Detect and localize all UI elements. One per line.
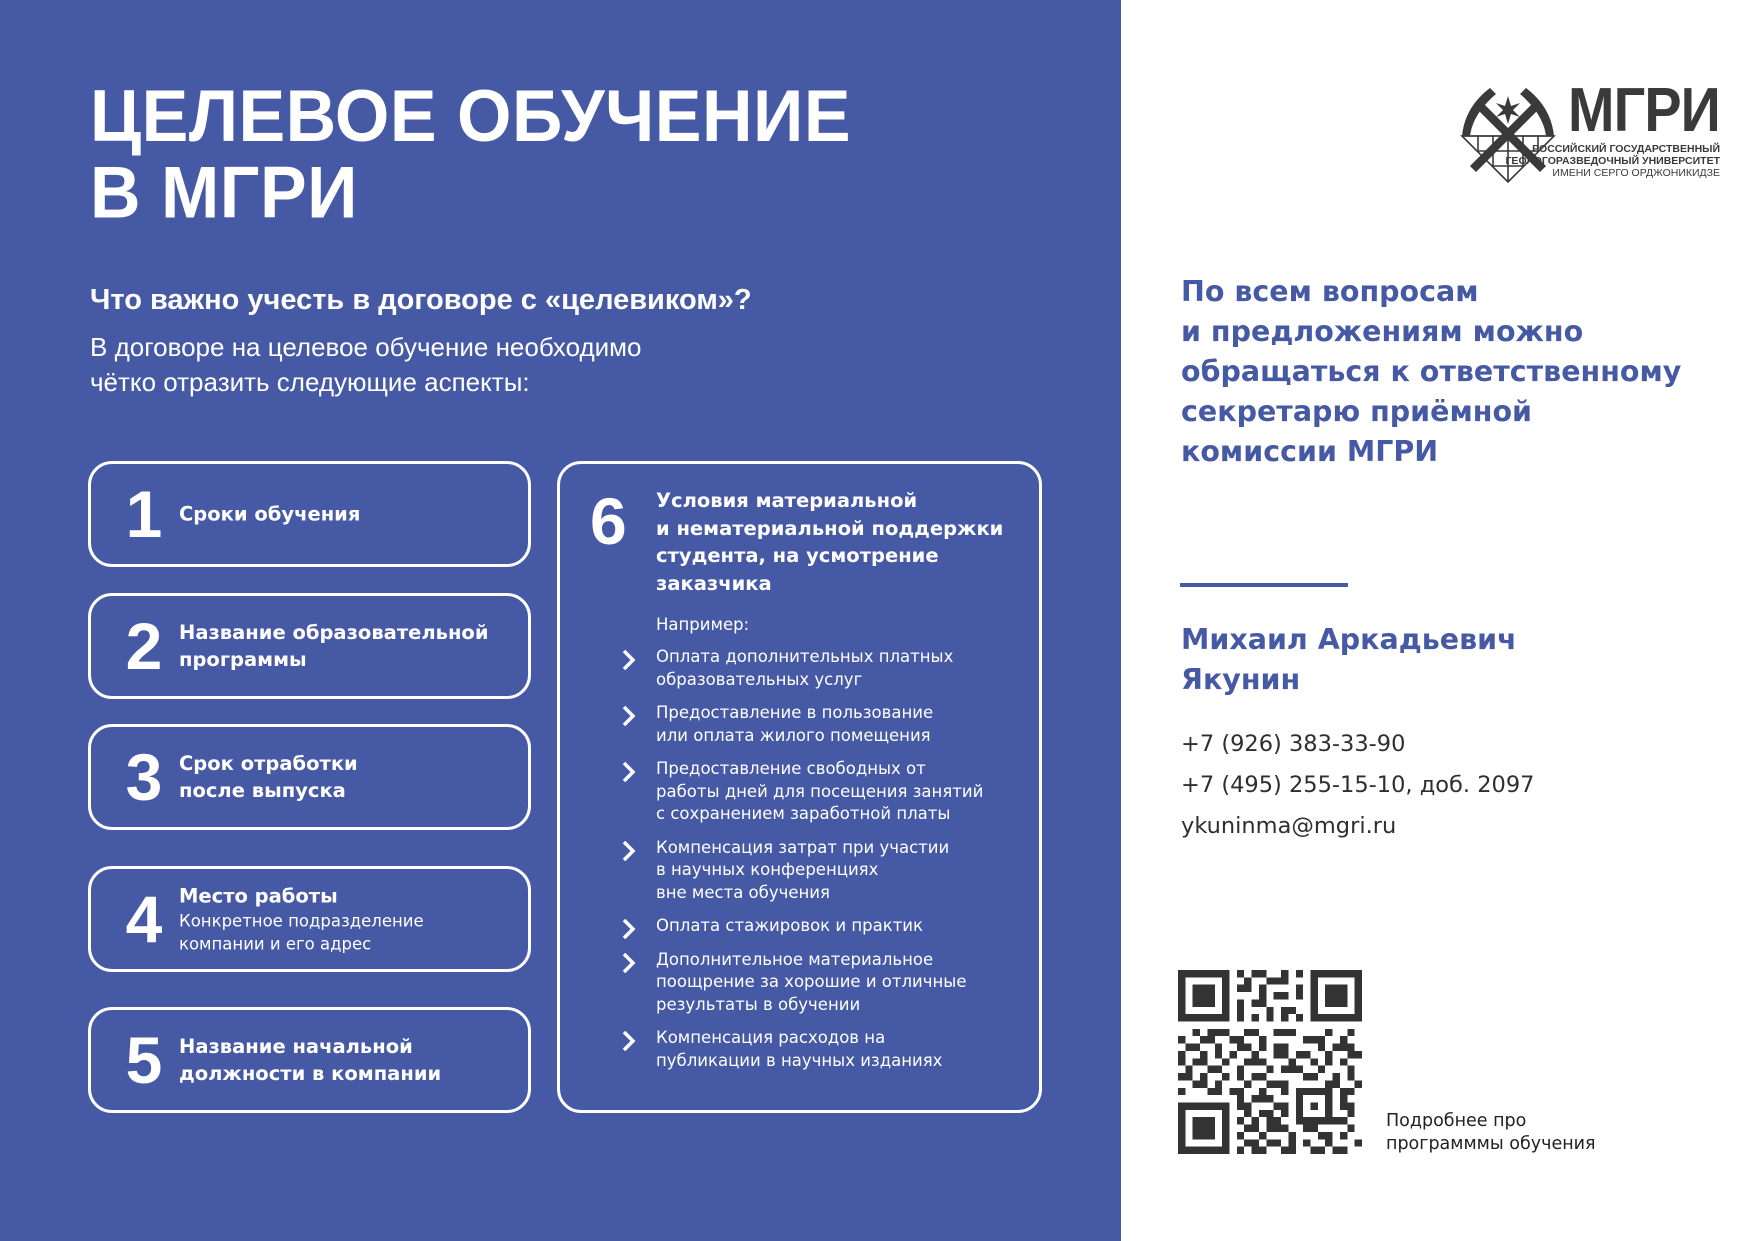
contact-intro-line: и предложениям можно: [1181, 315, 1584, 348]
list-item-line: Оплата дополнительных платных: [656, 647, 954, 666]
example-list: [620, 646, 1031, 1083]
intro-line-2: чётко отразить следующие аспекты:: [90, 367, 530, 397]
qr-caption-line: программмы обучения: [1386, 1134, 1596, 1154]
contact-name-line: Якунин: [1181, 663, 1301, 696]
chevron-right-icon: [620, 648, 638, 672]
aspect-number: 5: [125, 1023, 163, 1097]
aspect-text: [179, 750, 516, 804]
aspect-subtitle-line: компании и его адрес: [179, 934, 372, 954]
list-item: [620, 837, 1031, 905]
aspect-number: 3: [125, 740, 163, 814]
contact-name-line: Михаил Аркадьевич: [1181, 623, 1517, 656]
aspect-card-3: [88, 724, 531, 830]
phone-mobile[interactable]: +7 (926) 383-33-90: [1181, 731, 1406, 757]
chevron-right-icon: [620, 704, 638, 728]
aspect-title-line: Название начальной: [179, 1035, 413, 1058]
aspect-card-4: [88, 866, 531, 972]
contact-intro-line: секретарю приёмной: [1181, 395, 1533, 428]
list-item-line: в научных конференциях: [656, 860, 879, 879]
list-item: [620, 949, 1031, 1017]
list-item-line: публикации в научных изданиях: [656, 1050, 943, 1070]
aspect-text: [179, 883, 516, 956]
aspect-title: [656, 487, 1031, 597]
aspect-title-line: Условия материальной: [656, 489, 918, 512]
list-item: [620, 758, 1031, 826]
section-question: Что важно учесть в договоре с «целевиком»?: [90, 284, 752, 316]
aspect-title-line: программы: [179, 648, 307, 671]
contact-intro-line: обращаться к ответственному: [1181, 355, 1682, 388]
aspect-title-line: Название образовательной: [179, 621, 489, 644]
list-item-line: образовательных услуг: [656, 669, 863, 689]
list-item-line: с сохранением заработной платы: [656, 804, 951, 823]
logo-line-3: ИМЕНИ СЕРГО ОРДЖОНИКИДЗЕ: [1552, 167, 1720, 179]
aspect-title-line: должности в компании: [179, 1062, 442, 1085]
chevron-right-icon: [620, 917, 638, 941]
aspect-text: [179, 501, 516, 528]
phone-office[interactable]: +7 (495) 255-15-10, доб. 2097: [1181, 772, 1535, 798]
mgri-logo: [1458, 76, 1720, 186]
intro-line-1: В договоре на целевое обучение необходимо: [90, 332, 642, 362]
aspect-card-5: [88, 1007, 531, 1113]
contact-intro: [1181, 272, 1681, 472]
chevron-right-icon: [620, 839, 638, 863]
aspect-title: Место работы: [179, 884, 338, 908]
qr-caption-line: Подробнее про: [1386, 1111, 1527, 1131]
aspect-subtitle-line: Конкретное подразделение: [179, 911, 424, 931]
chevron-right-icon: [620, 1029, 638, 1053]
aspect-number: 6: [590, 484, 627, 558]
aspect-title: Сроки обучения: [179, 502, 361, 526]
logo-line-2: ГЕОЛОГОРАЗВЕДОЧНЫЙ УНИВЕРСИТЕТ: [1505, 155, 1720, 167]
aspect-title-line: после выпуска: [179, 779, 346, 802]
aspect-card-1: [88, 461, 531, 567]
aspect-title-line: и нематериальной поддержки: [656, 516, 1004, 540]
example-label: Например:: [656, 615, 750, 634]
title-line-2: В МГРИ: [90, 151, 358, 234]
page-title: [90, 74, 852, 234]
list-item-line: Предоставление свободных от: [656, 759, 926, 778]
qr-caption: [1386, 1110, 1596, 1156]
title-line-1: ЦЕЛЕВОЕ ОБУЧЕНИЕ: [90, 74, 852, 157]
chevron-right-icon: [620, 951, 638, 975]
list-item-line: Дополнительное материальное: [656, 949, 934, 969]
aspect-title-line: Срок отработки: [179, 752, 358, 775]
list-item: [620, 702, 1031, 747]
aspect-number: 4: [125, 882, 163, 956]
logo-line-1: РОССИЙСКИЙ ГОСУДАРСТВЕННЫЙ: [1532, 143, 1720, 155]
list-item-line: вне места обучения: [656, 882, 830, 902]
list-item-line: поощрение за хорошие и отличные: [656, 972, 967, 991]
contact-intro-line: По всем вопросам: [1181, 275, 1479, 308]
list-item-line: Оплата стажировок и практик: [656, 916, 923, 935]
contact-name: [1181, 620, 1517, 700]
list-item-line: работы дней для посещения занятий: [656, 781, 984, 801]
aspect-card-6: [557, 461, 1042, 1113]
aspect-title-line: заказчика: [656, 571, 772, 595]
aspect-number: 1: [125, 477, 163, 551]
chevron-right-icon: [620, 760, 638, 784]
section-intro: [90, 330, 642, 400]
list-item-line: или оплата жилого помещения: [656, 725, 931, 745]
list-item-line: Предоставление в пользование: [656, 703, 934, 722]
list-item: [620, 646, 1031, 691]
aspect-text: [179, 619, 516, 673]
divider: [1180, 583, 1348, 587]
aspect-card-2: [88, 593, 531, 699]
list-item-line: Компенсация расходов на: [656, 1028, 886, 1047]
list-item-line: результаты в обучении: [656, 994, 861, 1014]
crossed-hammers-star-emblem-icon: [1458, 86, 1558, 184]
logo-wordmark: МГРИ: [1568, 76, 1720, 145]
aspect-title-line: студента, на усмотрение: [656, 544, 939, 567]
aspect-text: [179, 1033, 516, 1087]
email-link[interactable]: ykuninma@mgri.ru: [1181, 813, 1397, 839]
contact-intro-line: комиссии МГРИ: [1181, 435, 1439, 468]
list-item: [620, 915, 1031, 938]
list-item-line: Компенсация затрат при участии: [656, 837, 950, 857]
qr-code-icon[interactable]: [1178, 970, 1362, 1154]
list-item: [620, 1027, 1031, 1072]
aspect-number: 2: [125, 609, 163, 683]
